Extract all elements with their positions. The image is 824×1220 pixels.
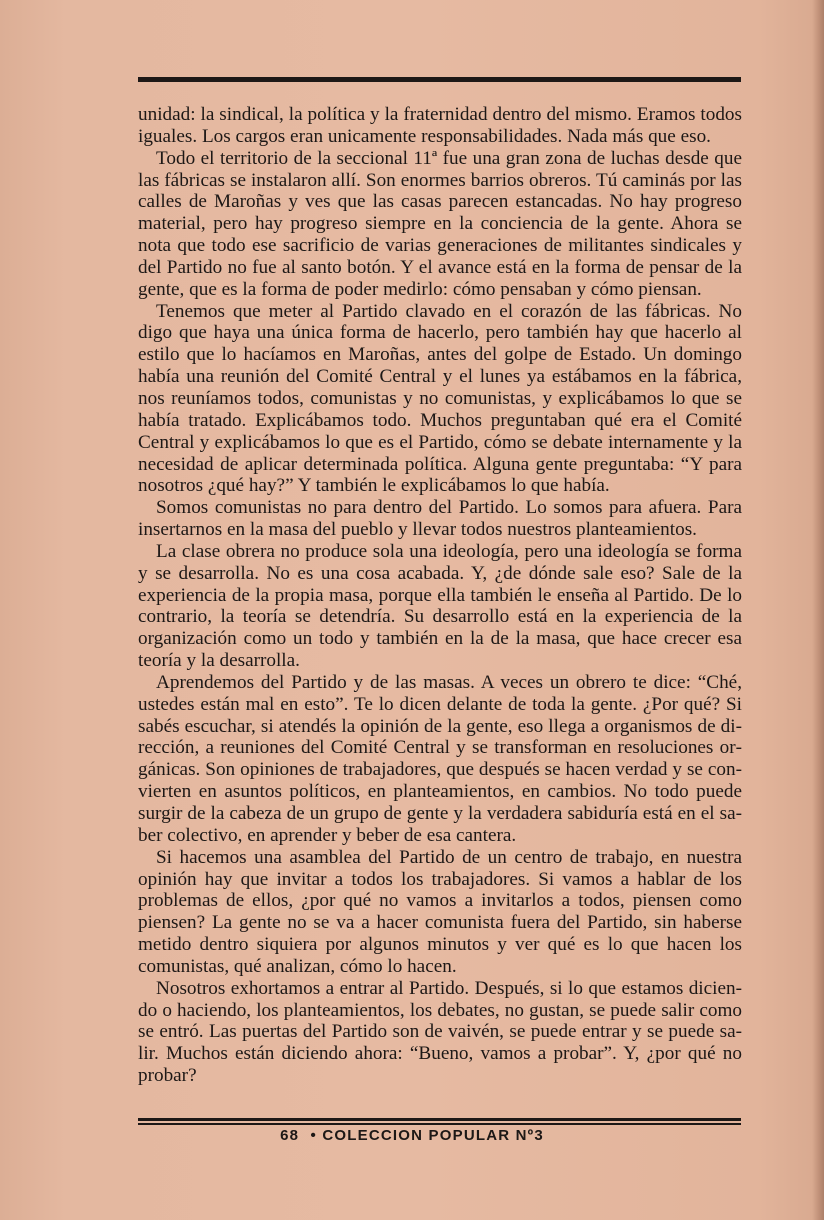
header-rule xyxy=(138,77,741,82)
paragraph-8: Nosotros exhortamos a entrar al Partido. Después, si lo que estamos diciendo o haciendo, los planteamientos, los debates, no gustan, se puede salir como se entró. Las puertas del Partido son de vaivén, se puede entrar y se puede salir. Muchos están diciendo ahora: “Bueno, vamos a probar”. Y, ¿por qué no probar? xyxy=(138,977,742,1087)
page-edge-shadow xyxy=(812,0,824,1220)
paragraph-6: Aprendemos del Partido y de las masas. A veces un obrero te dice: “Ché, ustedes están mal en esto”. Te lo dicen delante de toda la gente. ¿Por qué? Si sabés escuchar, si atendés la opinión de la gente, eso llega a organismos de dirección, a reuniones del Comité Central y se transforman en resoluciones orgánicas. Son opiniones de trabajadores, que después se hacen verdad y se convierten en asuntos políticos, en planteamientos, en cambios. No todo puede surgir de la cabeza de un grupo de gente y la verdadera sabiduría está en el saber colectivo, en aprender y beber de esa cantera. xyxy=(138,671,742,846)
paragraph-3: Tenemos que meter al Partido clavado en el corazón de las fábricas. No digo que haya una única forma de hacerlo, pero también hay que hacerlo al estilo que lo hacíamos en Maroñas, antes del golpe de Estado. Un domingo había una reunión del Comité Central y el lunes ya estábamos en la fábrica, nos reuníamos todos, comunistas y no comunistas, y explicábamos lo que se había tratado. Explicábamos todo. Muchos preguntaban qué era el Comité Central y explicábamos lo que es el Partido, cómo se debate internamente y la necesidad de aplicar determinada política. Alguna gente preguntaba: “Y para nosotros ¿qué hay?” Y también le explicábamos lo que había. xyxy=(138,300,742,497)
paragraph-7: Si hacemos una asamblea del Partido de un centro de trabajo, en nuestra opinión hay que invitar a todos los trabajadores. Si vamos a hablar de los problemas de ellos, ¿por qué no vamos a invitarlos a todos, piensen como piensen? La gente no se va a hacer comunista fuera del Partido, sin haberse metido dentro siquiera por algunos minutos y ver qué es lo que hacen los comunistas, qué analizan, cómo lo hacen. xyxy=(138,846,742,977)
page-number: 68 xyxy=(280,1127,300,1144)
paragraph-5: La clase obrera no produce sola una ideología, pero una ideología se forma y se desarrolla. No es una cosa acabada. Y, ¿de dónde sale eso? Sale de la experiencia de la propia masa, porque ella también le enseña al Partido. De lo contrario, la teoría se detendría. Su desarrollo está en la experiencia de la organización como un todo y también en la de la masa, que hace crecer esa teoría y la desarrolla. xyxy=(138,540,742,672)
footer-rule-thin xyxy=(138,1123,741,1125)
paragraph-1: unidad: la sindical, la política y la fraternidad dentro del mismo. Eramos todos iguales. Los cargos eran unicamente responsabilidades. Nada más que eso. xyxy=(138,104,742,147)
page-footer xyxy=(0,1127,824,1144)
footer-rule-thick xyxy=(138,1118,741,1121)
paragraph-2: Todo el territorio de la seccional 11ª fue una gran zona de luchas desde que las fábricas se instalaron allí. Son enormes barrios obreros. Tú caminás por las calles de Maroñas y ves que las casas parecen estancadas. No hay progreso material, pero hay progreso siempre en la conciencia de la gente. Ahora se nota que todo ese sacrificio de varias generaciones de militantes sindicales y del Partido no fue al santo botón. Y el avance está en la forma de pensar de la gente, que es la forma de poder medirlo: cómo pensaban y cómo piensan. xyxy=(138,147,742,300)
body-text xyxy=(138,104,742,1087)
series-title: COLECCION POPULAR Nº3 xyxy=(322,1127,544,1144)
footer-separator: • xyxy=(310,1127,317,1144)
paragraph-4: Somos comunistas no para dentro del Partido. Lo somos para afuera. Para insertarnos en la masa del pueblo y llevar todos nuestros planteamientos. xyxy=(138,497,742,541)
